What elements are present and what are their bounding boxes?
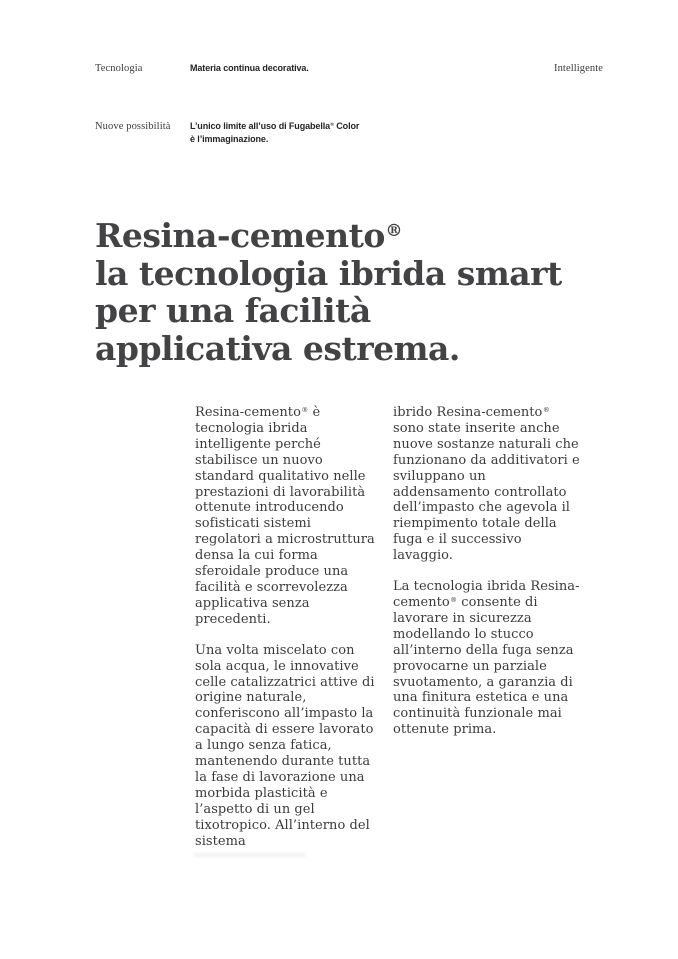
paragraph: ibrido Resina-cemento® sono state inserite anche nuove sostanze naturali che funzionano da additivatori e sviluppano un addensamento controllato dell’impasto che agevola il riempimento totale della fuga e il successivo lavaggio. bbox=[393, 405, 580, 564]
header-subtitle-fugabella bbox=[190, 120, 359, 145]
heading-line-2: la tecnologia ibrida smart bbox=[95, 253, 562, 293]
heading-line-3: per una facilità bbox=[95, 291, 371, 330]
paragraph: La tecnologia ibrida Resina-cemento® consente di lavorare in sicurezza modellando lo stucco all’interno della fuga senza provocarne un parziale svuotamento, a garanzia di una finitura estetica e una continuità funzionale mai ottenute prima. bbox=[393, 579, 580, 738]
eyebrow-tecnologia: Tecnologia bbox=[95, 63, 143, 74]
eyebrow-intelligente: Intelligente bbox=[553, 63, 603, 74]
right-column bbox=[393, 405, 583, 738]
header-title-materia: Materia continua decorativa. bbox=[190, 63, 309, 73]
cropped-text-ghost bbox=[194, 853, 306, 857]
paragraph: Una volta miscelato con sola acqua, le innovative celle catalizzatrici attive di origine naturale, conferiscono all’impasto la capacità di essere lavorato a lungo senza fatica, mantenendo durante tutta la fase di lavorazione una morbida plasticità e l’aspetto di un gel tixotropico. All’interno del sistema bbox=[195, 642, 375, 849]
heading-line-1: Resina-cemento® bbox=[95, 216, 403, 255]
left-column bbox=[195, 405, 380, 849]
header-subtitle-line-1: L’unico limite all’uso di Fugabella® Color bbox=[190, 121, 360, 131]
eyebrow-nuove-possibilita: Nuove possibilità bbox=[95, 121, 171, 132]
heading-line-4: applicativa estrema. bbox=[95, 328, 460, 368]
page-heading bbox=[95, 217, 562, 367]
paragraph: Resina-cemento® è tecnologia ibrida intelligente perché stabilisce un nuovo standard qualitativo nelle prestazioni di lavorabilità ottenute introducendo sofisticati sistemi regolatori a microstruttura densa la cui forma sferoidale produce una facilità e scorrevolezza applicativa senza precedenti. bbox=[195, 405, 375, 627]
header-subtitle-line-2: è l’immaginazione. bbox=[190, 133, 269, 144]
